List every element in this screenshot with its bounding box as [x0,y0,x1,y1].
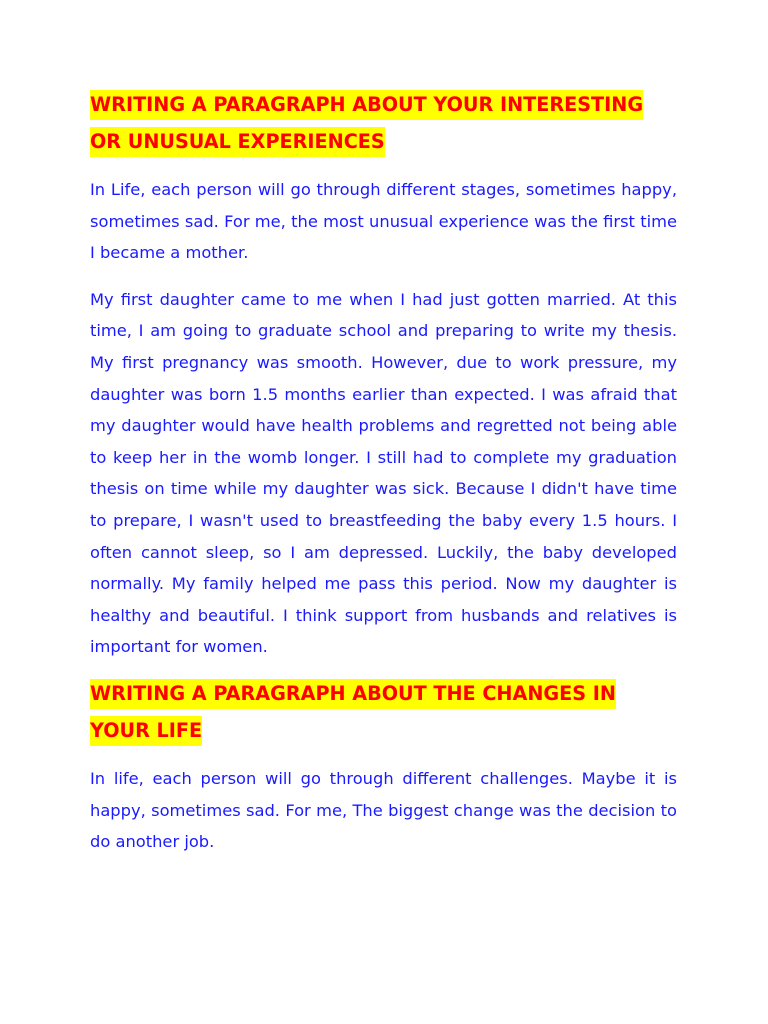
heading-highlight: WRITING A PARAGRAPH ABOUT THE CHANGES IN YOUR LIFE [90,679,616,746]
paragraph-changes: In life, each person will go through different challenges. Maybe it is happy, sometimes sad. For me, The biggest change was the decision to do another job. [90,768,677,852]
heading-highlight: WRITING A PARAGRAPH ABOUT YOUR INTERESTING OR UNUSUAL EXPERIENCES [90,90,643,157]
document-page [90,86,677,858]
section-heading-life-changes [90,675,677,749]
paragraph-intro: In Life, each person will go through different stages, sometimes happy, sometimes sad. For me, the most unusual experience was the first time I became a mother. [90,180,677,263]
section-heading-unusual-experiences [90,86,677,160]
paragraph-first-daughter: My first daughter came to me when I had just gotten married. At this time, I am going to graduate school and preparing to write my thesis. My first pregnancy was smooth. However, due to work pressure, my daughter was born 1.5 months earlier than expected. I was afraid that my daughter would have health problems and regretted not being able to keep her in the womb longer. I still had to complete my graduation thesis on time while my daughter was sick. Because I didn't have time to prepare, I wasn't used to breastfeeding the baby every 1.5 hours. I often cannot sleep, so I am depressed. Luckily, the baby developed normally. My family helped me pass this period. Now my daughter is healthy and beautiful. I think support from husbands and relatives is important for women. [90,289,677,657]
